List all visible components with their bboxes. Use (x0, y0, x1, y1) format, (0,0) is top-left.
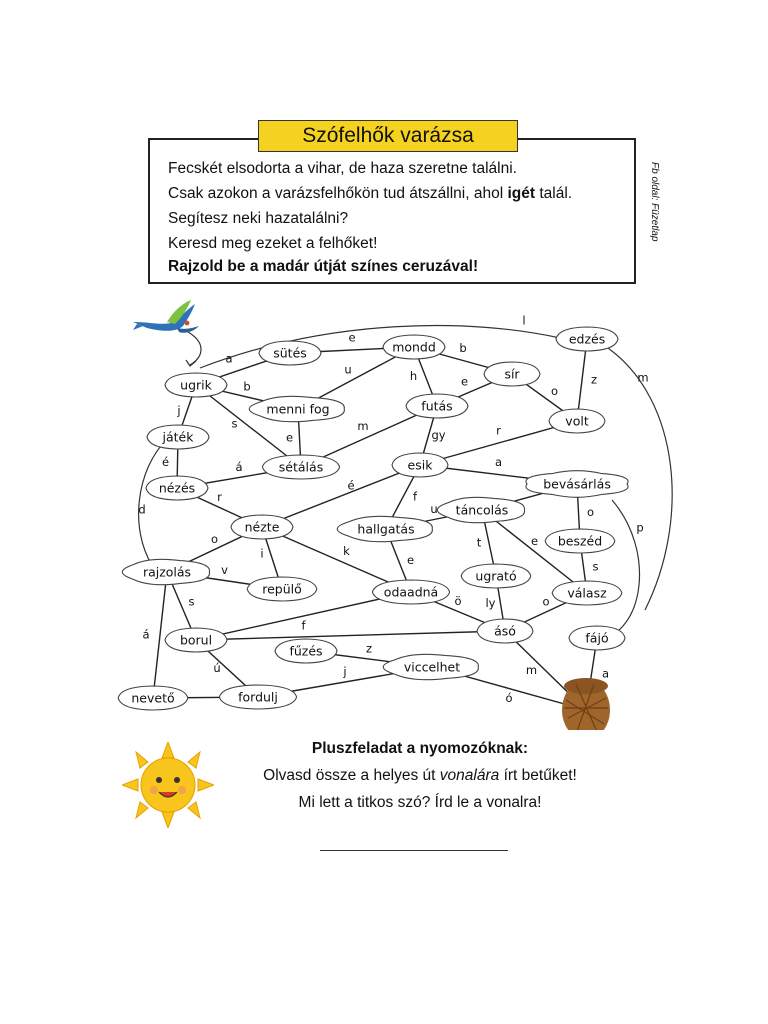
path-letter-esik-bevasarlas: a (494, 455, 503, 469)
nest-icon (562, 678, 610, 730)
cloud-label-setalas: sétálás (278, 459, 324, 475)
cloud-label-ugrato: ugrató (475, 568, 517, 584)
path-letter-ugrik-jatek: j (177, 403, 181, 418)
side-note: Fb oldal: Füzetlap (649, 162, 660, 242)
cloud-volt[interactable] (549, 409, 605, 433)
intro-line-3: Segítesz neki hazatalálni? (168, 210, 349, 227)
intro-line-4: Keresd meg ezeket a felhőket! (168, 235, 378, 252)
page-title: Szófelhők varázsa (302, 124, 474, 147)
intro-line-2-bold: igét (507, 185, 536, 202)
cloud-rajzolas[interactable] (122, 559, 209, 584)
bonus-line-2: Mi lett a titkos szó? Írd le a vonalra! (298, 794, 542, 811)
cloud-label-fordulj: fordulj (238, 689, 278, 705)
cloud-esik[interactable] (392, 453, 448, 477)
intro-line-2 (168, 185, 572, 203)
cloud-label-viccelhet: viccelhet (403, 659, 461, 675)
path-letter-bevasarlas-beszed: o (586, 505, 595, 519)
path-letter-ugrik-setalas: s (231, 416, 238, 431)
path-letter-fuzes-viccelhet: z (365, 641, 373, 656)
bird-arrow-head (186, 360, 196, 366)
cloud-label-neveto: nevető (131, 690, 175, 706)
cloud-nezes[interactable] (146, 476, 208, 500)
cloud-label-sir: sír (504, 366, 520, 382)
path-letter-ugrato-aso: ly (485, 596, 496, 610)
cloud-mondd[interactable] (383, 335, 445, 359)
cloud-label-jatek: játék (162, 429, 194, 445)
cloud-bevasarlas[interactable] (526, 471, 628, 498)
bonus-line-1-start: Olvasd össze a helyes út (263, 767, 440, 784)
cloud-label-repulo: repülő (262, 581, 302, 597)
bird-arrow (188, 332, 201, 365)
cloud-valasz[interactable] (552, 581, 622, 605)
intro-box (148, 138, 636, 284)
path-letter-hallgatas-odaadna: e (406, 553, 415, 567)
cloud-label-fuzes: fűzés (289, 643, 323, 659)
cloud-sutes[interactable] (259, 341, 321, 365)
cloud-label-fajo: fájó (585, 630, 609, 646)
cloud-neveto[interactable] (118, 686, 188, 710)
curve-top (200, 326, 560, 368)
word-cloud-maze (0, 290, 768, 730)
cloud-odaadna[interactable] (372, 580, 449, 604)
cloud-hallgatas[interactable] (337, 516, 432, 541)
bonus-line-1 (200, 767, 640, 785)
path-letter-tancolas-valasz: e (530, 534, 539, 548)
intro-line-2-start: Csak azokon a varázsfelhőkön tud átszállni, ahol (168, 185, 508, 202)
intro-line-5: Rajzold be a madár útját színes ceruzával! (168, 258, 479, 275)
path-letter-nezte-repulo: i (260, 546, 264, 561)
cloud-fordulj[interactable] (219, 685, 296, 709)
path-letter-volt-esik: r (496, 423, 501, 438)
cloud-label-mondd: mondd (392, 339, 436, 355)
cloud-label-edzes: edzés (568, 331, 606, 347)
cloud-aso[interactable] (477, 619, 533, 643)
cloud-beszed[interactable] (545, 529, 615, 553)
path-letter-nezes-nezte: r (217, 490, 222, 504)
cloud-label-rajzolas: rajzolás (142, 564, 192, 580)
path-letter-mondd-mennifog: u (344, 362, 352, 377)
cloud-tancolas[interactable] (437, 497, 524, 522)
answer-line[interactable] (320, 850, 508, 851)
path-letter-rajzolas-neveto: á (142, 627, 150, 642)
cloud-label-aso: ásó (494, 623, 516, 639)
path-letter-aso-nest: m (525, 663, 538, 677)
path-letter-futas-esik: gy (431, 428, 446, 442)
path-letter-beszed-valasz: s (592, 559, 599, 574)
cloud-label-nezte: nézte (244, 519, 280, 535)
swallow-bird-icon (133, 300, 199, 333)
intro-line-1: Fecskét elsodorta a vihar, de haza szeretne találni. (168, 160, 517, 177)
path-letter-rajzolas-repulo: v (221, 563, 228, 577)
cloud-viccelhet[interactable] (383, 654, 478, 679)
cloud-ugrato[interactable] (461, 564, 531, 588)
path-letter-mondd-futas: h (409, 369, 418, 383)
path-letter-odaadna-aso: ö (454, 594, 462, 608)
path-letter-futas-setalas: m (357, 419, 369, 433)
cloud-label-hallgatas: hallgatás (357, 521, 415, 537)
path-letter-borul-fordulj: ú (213, 661, 221, 675)
path-letter-rajzolas-borul: s (188, 594, 195, 609)
path-letter-fajo-nest: a (601, 666, 610, 681)
cloud-nezte[interactable] (231, 515, 293, 539)
path-letter-nezte-rajzolas: o (210, 532, 219, 546)
cloud-fajo[interactable] (569, 626, 625, 650)
path-letter-ugrik-sutes: a (225, 351, 233, 366)
cloud-label-valasz: válasz (567, 585, 607, 601)
bonus-task (200, 740, 640, 821)
bonus-line-1-end: írt betűket! (499, 767, 577, 784)
path-letter-edzes-volt: z (590, 372, 598, 387)
path-letter-sir-volt: o (550, 384, 559, 398)
title-banner (258, 120, 518, 152)
cloud-label-nezes: nézés (158, 480, 196, 496)
bonus-title: Pluszfeladat a nyomozóknak: (311, 740, 529, 757)
cloud-sir[interactable] (484, 362, 540, 386)
path-letter-valasz-aso: o (542, 594, 550, 609)
path-letter-mennifog-setalas: e (285, 430, 294, 445)
cloud-label-bevasarlas: bevásárlás (543, 476, 611, 492)
cloud-label-beszed: beszéd (557, 533, 603, 549)
cloud-setalas[interactable] (262, 455, 339, 479)
cloud-ugrik[interactable] (165, 373, 227, 397)
cloud-label-borul: borul (179, 632, 213, 648)
path-line-rajzolas-neveto[interactable] (153, 572, 167, 698)
path-letter-viccelhet-nest: ó (505, 691, 513, 705)
cloud-fuzes[interactable] (275, 639, 337, 663)
curve-letter-right-mid: p (636, 520, 644, 535)
path-letter-sir-futas: e (460, 374, 469, 389)
path-letter-tancolas-ugrato: t (476, 535, 482, 550)
path-letter-ugrik-mennifog: b (243, 379, 251, 394)
cloud-label-sutes: sütés (273, 345, 307, 361)
path-line-borul-aso[interactable] (196, 631, 505, 640)
cloud-jatek[interactable] (147, 425, 209, 449)
curve-letter-top: l (522, 313, 526, 328)
path-letter-odaadna-borul: f (301, 618, 306, 633)
cloud-repulo[interactable] (247, 577, 317, 601)
intro-line-2-end: talál. (535, 185, 573, 202)
cloud-label-esik: esik (407, 457, 433, 473)
cloud-edzes[interactable] (556, 327, 618, 351)
path-letter-tancolas-hallgatas: u (430, 502, 438, 516)
cloud-label-futas: futás (421, 398, 453, 414)
cloud-label-volt: volt (565, 413, 589, 429)
cloud-label-mennifog: menni fog (266, 401, 330, 417)
path-letter-nezte-odaadna: k (343, 544, 350, 558)
curve-letter-right-outer: m (637, 370, 649, 385)
path-letter-jatek-nezes: é (161, 455, 170, 469)
cloud-label-ugrik: ugrik (180, 377, 212, 393)
curve-letter-left: d (138, 502, 146, 517)
path-letter-sutes-mondd: e (348, 330, 356, 345)
bonus-line-1-italic: vonalára (439, 767, 500, 784)
cloud-borul[interactable] (165, 628, 227, 652)
cloud-label-tancolas: táncolás (455, 502, 509, 518)
path-letter-esik-hallgatas: f (412, 489, 418, 504)
cloud-futas[interactable] (406, 394, 468, 418)
path-letter-esik-nezte: é (347, 478, 355, 493)
path-letter-nezes-setalas: á (235, 460, 243, 474)
cloud-mennifog[interactable] (249, 396, 344, 421)
cloud-label-odaadna: odaadná (383, 584, 439, 600)
path-letter-mondd-sir: b (459, 341, 467, 355)
path-letter-fordulj-viccelhet: j (343, 664, 347, 679)
curve-right-mid (600, 500, 640, 640)
